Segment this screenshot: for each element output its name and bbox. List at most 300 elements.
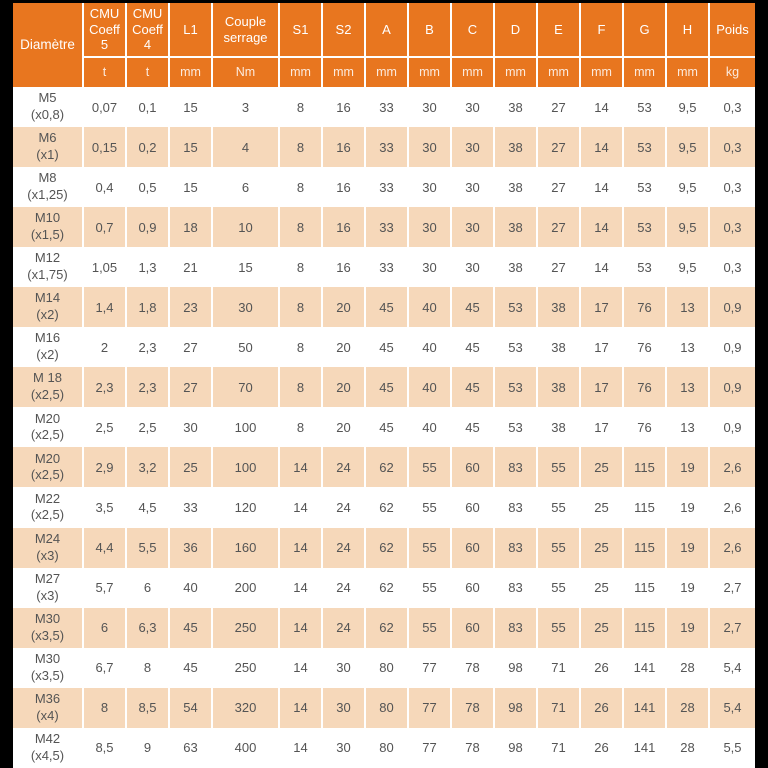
- value-cell: 115: [623, 487, 666, 527]
- thread-pitch: (x1,25): [27, 187, 68, 203]
- value-cell: 2,5: [126, 407, 169, 447]
- value-cell: 115: [623, 528, 666, 568]
- column-header-couple-serrage: Couple serrage: [212, 3, 279, 57]
- thread-pitch: (x2,5): [30, 387, 65, 403]
- value-cell: 38: [494, 87, 537, 127]
- value-cell: 5,5: [709, 728, 755, 768]
- column-header-f: F: [580, 3, 623, 57]
- value-cell: 20: [322, 287, 365, 327]
- value-cell: 60: [451, 447, 494, 487]
- value-cell: 33: [365, 247, 408, 287]
- value-cell: 53: [623, 247, 666, 287]
- value-cell: 2,3: [83, 367, 126, 407]
- value-cell: 21: [169, 247, 212, 287]
- value-cell: 55: [408, 528, 451, 568]
- value-cell: 30: [169, 407, 212, 447]
- table-row: [13, 648, 755, 688]
- value-cell: 0,3: [709, 207, 755, 247]
- column-header-s1: S1: [279, 3, 322, 57]
- value-cell: 55: [408, 608, 451, 648]
- diameter-value: M 18: [33, 370, 62, 386]
- column-unit-d: mm: [494, 57, 537, 87]
- table-row: [13, 207, 755, 247]
- diameter-cell: [13, 608, 83, 648]
- value-cell: 14: [279, 447, 322, 487]
- value-cell: 19: [666, 568, 709, 608]
- value-cell: 33: [365, 207, 408, 247]
- value-cell: 70: [212, 367, 279, 407]
- value-cell: 45: [451, 327, 494, 367]
- value-cell: 25: [580, 568, 623, 608]
- value-cell: 60: [451, 568, 494, 608]
- value-cell: 23: [169, 287, 212, 327]
- value-cell: 30: [451, 247, 494, 287]
- table-row: [13, 568, 755, 608]
- value-cell: 78: [451, 688, 494, 728]
- column-unit-cmu-coeff-5: t: [83, 57, 126, 87]
- column-header-cmu-coeff-4: CMU Coeff 4: [126, 3, 169, 57]
- value-cell: 1,8: [126, 287, 169, 327]
- value-cell: 62: [365, 608, 408, 648]
- value-cell: 63: [169, 728, 212, 768]
- value-cell: 33: [365, 127, 408, 167]
- value-cell: 83: [494, 447, 537, 487]
- diameter-cell: [13, 528, 83, 568]
- value-cell: 5,5: [126, 528, 169, 568]
- diameter-cell: [13, 728, 83, 768]
- value-cell: 14: [279, 608, 322, 648]
- value-cell: 27: [537, 87, 580, 127]
- column-header-b: B: [408, 3, 451, 57]
- value-cell: 18: [169, 207, 212, 247]
- column-header-d: D: [494, 3, 537, 57]
- value-cell: 83: [494, 528, 537, 568]
- value-cell: 3: [212, 87, 279, 127]
- value-cell: 53: [494, 287, 537, 327]
- value-cell: 2,3: [126, 327, 169, 367]
- table-row: [13, 87, 755, 127]
- value-cell: 19: [666, 487, 709, 527]
- value-cell: 40: [408, 367, 451, 407]
- table-frame: [13, 3, 755, 768]
- thread-pitch: (x0,8): [30, 107, 65, 123]
- value-cell: 40: [408, 287, 451, 327]
- value-cell: 8: [279, 127, 322, 167]
- value-cell: 14: [580, 247, 623, 287]
- diameter-value: M30: [34, 610, 61, 626]
- value-cell: 38: [494, 167, 537, 207]
- diameter-cell: [13, 287, 83, 327]
- value-cell: 76: [623, 367, 666, 407]
- value-cell: 0,2: [126, 127, 169, 167]
- value-cell: 250: [212, 608, 279, 648]
- header-row-labels: [13, 3, 755, 57]
- value-cell: 8: [83, 688, 126, 728]
- value-cell: 33: [365, 167, 408, 207]
- value-cell: 17: [580, 287, 623, 327]
- column-header-poids: Poids: [709, 3, 755, 57]
- thread-pitch: (x3,5): [30, 667, 65, 683]
- value-cell: 60: [451, 608, 494, 648]
- value-cell: 55: [408, 487, 451, 527]
- value-cell: 53: [623, 87, 666, 127]
- diameter-value: M30: [34, 650, 61, 666]
- value-cell: 27: [169, 367, 212, 407]
- value-cell: 8: [279, 407, 322, 447]
- value-cell: 3,5: [83, 487, 126, 527]
- value-cell: 3,2: [126, 447, 169, 487]
- thread-pitch: (x2): [36, 307, 59, 323]
- value-cell: 30: [408, 207, 451, 247]
- value-cell: 30: [322, 688, 365, 728]
- value-cell: 30: [322, 728, 365, 768]
- value-cell: 27: [537, 127, 580, 167]
- value-cell: 80: [365, 648, 408, 688]
- value-cell: 28: [666, 648, 709, 688]
- value-cell: 16: [322, 167, 365, 207]
- value-cell: 45: [169, 608, 212, 648]
- value-cell: 53: [623, 167, 666, 207]
- value-cell: 8: [126, 648, 169, 688]
- value-cell: 1,3: [126, 247, 169, 287]
- column-unit-couple-serrage: Nm: [212, 57, 279, 87]
- column-unit-a: mm: [365, 57, 408, 87]
- value-cell: 250: [212, 648, 279, 688]
- value-cell: 55: [408, 568, 451, 608]
- table-row: [13, 327, 755, 367]
- value-cell: 20: [322, 327, 365, 367]
- value-cell: 2,6: [709, 447, 755, 487]
- value-cell: 28: [666, 728, 709, 768]
- value-cell: 17: [580, 327, 623, 367]
- value-cell: 38: [537, 287, 580, 327]
- value-cell: 24: [322, 487, 365, 527]
- value-cell: 30: [408, 247, 451, 287]
- value-cell: 53: [494, 327, 537, 367]
- value-cell: 13: [666, 407, 709, 447]
- value-cell: 14: [580, 87, 623, 127]
- value-cell: 53: [494, 407, 537, 447]
- value-cell: 77: [408, 648, 451, 688]
- thread-pitch: (x2): [36, 347, 59, 363]
- value-cell: 6,7: [83, 648, 126, 688]
- column-unit-h: mm: [666, 57, 709, 87]
- value-cell: 38: [494, 207, 537, 247]
- table-row: [13, 127, 755, 167]
- column-header-cmu-coeff-5: CMU Coeff 5: [83, 3, 126, 57]
- value-cell: 8,5: [126, 688, 169, 728]
- value-cell: 30: [322, 648, 365, 688]
- table-row: [13, 447, 755, 487]
- column-unit-c: mm: [451, 57, 494, 87]
- value-cell: 0,3: [709, 167, 755, 207]
- value-cell: 15: [169, 87, 212, 127]
- diameter-cell: [13, 648, 83, 688]
- value-cell: 0,15: [83, 127, 126, 167]
- diameter-cell: [13, 327, 83, 367]
- diameter-value: M14: [34, 290, 61, 306]
- table-header: [13, 3, 755, 87]
- value-cell: 55: [537, 487, 580, 527]
- thread-pitch: (x4): [36, 707, 59, 723]
- value-cell: 0,1: [126, 87, 169, 127]
- column-header-c: C: [451, 3, 494, 57]
- value-cell: 78: [451, 648, 494, 688]
- table-row: [13, 407, 755, 447]
- value-cell: 25: [169, 447, 212, 487]
- value-cell: 14: [279, 648, 322, 688]
- value-cell: 320: [212, 688, 279, 728]
- value-cell: 2,5: [83, 407, 126, 447]
- value-cell: 76: [623, 407, 666, 447]
- value-cell: 13: [666, 327, 709, 367]
- value-cell: 30: [451, 207, 494, 247]
- value-cell: 4: [212, 127, 279, 167]
- value-cell: 45: [451, 407, 494, 447]
- value-cell: 62: [365, 447, 408, 487]
- thread-pitch: (x4,5): [30, 747, 65, 763]
- value-cell: 60: [451, 528, 494, 568]
- value-cell: 54: [169, 688, 212, 728]
- value-cell: 26: [580, 648, 623, 688]
- value-cell: 98: [494, 648, 537, 688]
- value-cell: 14: [279, 688, 322, 728]
- value-cell: 50: [212, 327, 279, 367]
- column-unit-e: mm: [537, 57, 580, 87]
- value-cell: 14: [279, 568, 322, 608]
- diameter-value: M20: [34, 410, 61, 426]
- column-header-a: A: [365, 3, 408, 57]
- diameter-value: M5: [38, 90, 57, 106]
- value-cell: 83: [494, 608, 537, 648]
- value-cell: 6: [126, 568, 169, 608]
- value-cell: 38: [537, 327, 580, 367]
- table-row: [13, 608, 755, 648]
- value-cell: 5,4: [709, 688, 755, 728]
- value-cell: 2,6: [709, 487, 755, 527]
- value-cell: 78: [451, 728, 494, 768]
- diameter-cell: [13, 247, 83, 287]
- value-cell: 33: [169, 487, 212, 527]
- value-cell: 38: [537, 407, 580, 447]
- thread-pitch: (x2,5): [30, 507, 65, 523]
- value-cell: 8: [279, 287, 322, 327]
- thread-pitch: (x1): [36, 147, 59, 163]
- value-cell: 55: [537, 528, 580, 568]
- diameter-cell: [13, 367, 83, 407]
- column-header-l1: L1: [169, 3, 212, 57]
- value-cell: 25: [580, 608, 623, 648]
- value-cell: 5,7: [83, 568, 126, 608]
- value-cell: 16: [322, 87, 365, 127]
- value-cell: 76: [623, 287, 666, 327]
- value-cell: 62: [365, 528, 408, 568]
- column-header-g: G: [623, 3, 666, 57]
- value-cell: 45: [451, 367, 494, 407]
- value-cell: 4,4: [83, 528, 126, 568]
- value-cell: 0,9: [126, 207, 169, 247]
- value-cell: 28: [666, 688, 709, 728]
- value-cell: 30: [408, 127, 451, 167]
- value-cell: 19: [666, 608, 709, 648]
- value-cell: 27: [537, 247, 580, 287]
- value-cell: 16: [322, 247, 365, 287]
- diameter-cell: [13, 167, 83, 207]
- value-cell: 0,9: [709, 327, 755, 367]
- thread-pitch: (x2,5): [30, 467, 65, 483]
- value-cell: 30: [408, 87, 451, 127]
- column-unit-f: mm: [580, 57, 623, 87]
- value-cell: 33: [365, 87, 408, 127]
- value-cell: 71: [537, 648, 580, 688]
- diameter-value: M36: [34, 690, 61, 706]
- value-cell: 115: [623, 568, 666, 608]
- value-cell: 141: [623, 648, 666, 688]
- thread-pitch: (x1,75): [27, 267, 68, 283]
- value-cell: 0,3: [709, 87, 755, 127]
- value-cell: 8: [279, 87, 322, 127]
- column-header-s2: S2: [322, 3, 365, 57]
- value-cell: 38: [494, 127, 537, 167]
- value-cell: 1,05: [83, 247, 126, 287]
- column-header-diametre: Diamètre: [13, 3, 83, 87]
- value-cell: 98: [494, 688, 537, 728]
- value-cell: 25: [580, 447, 623, 487]
- spec-table: [13, 3, 755, 768]
- value-cell: 40: [408, 407, 451, 447]
- value-cell: 14: [279, 728, 322, 768]
- diameter-value: M12: [34, 250, 61, 266]
- value-cell: 45: [365, 287, 408, 327]
- column-unit-b: mm: [408, 57, 451, 87]
- value-cell: 19: [666, 447, 709, 487]
- value-cell: 40: [169, 568, 212, 608]
- table-row: [13, 367, 755, 407]
- value-cell: 71: [537, 728, 580, 768]
- column-unit-cmu-coeff-4: t: [126, 57, 169, 87]
- column-unit-l1: mm: [169, 57, 212, 87]
- value-cell: 8: [279, 367, 322, 407]
- value-cell: 30: [408, 167, 451, 207]
- value-cell: 141: [623, 688, 666, 728]
- value-cell: 27: [537, 167, 580, 207]
- value-cell: 0,5: [126, 167, 169, 207]
- table-row: [13, 688, 755, 728]
- value-cell: 53: [494, 367, 537, 407]
- thread-pitch: (x3): [36, 547, 59, 563]
- header-row-units: [13, 57, 755, 87]
- diameter-cell: [13, 207, 83, 247]
- table-row: [13, 167, 755, 207]
- value-cell: 0,4: [83, 167, 126, 207]
- value-cell: 1,4: [83, 287, 126, 327]
- thread-pitch: (x3,5): [30, 627, 65, 643]
- value-cell: 141: [623, 728, 666, 768]
- value-cell: 2,9: [83, 447, 126, 487]
- value-cell: 98: [494, 728, 537, 768]
- diameter-cell: [13, 87, 83, 127]
- value-cell: 25: [580, 528, 623, 568]
- diameter-value: M24: [34, 530, 61, 546]
- value-cell: 8: [279, 327, 322, 367]
- value-cell: 0,9: [709, 367, 755, 407]
- column-unit-g: mm: [623, 57, 666, 87]
- value-cell: 0,3: [709, 247, 755, 287]
- value-cell: 14: [580, 127, 623, 167]
- value-cell: 19: [666, 528, 709, 568]
- table-row: [13, 487, 755, 527]
- value-cell: 20: [322, 407, 365, 447]
- column-header-h: H: [666, 3, 709, 57]
- diameter-value: M22: [34, 490, 61, 506]
- value-cell: 30: [212, 287, 279, 327]
- value-cell: 15: [169, 127, 212, 167]
- diameter-value: M42: [34, 730, 61, 746]
- value-cell: 14: [580, 167, 623, 207]
- diameter-value: M20: [34, 450, 61, 466]
- value-cell: 26: [580, 688, 623, 728]
- diameter-cell: [13, 688, 83, 728]
- value-cell: 0,07: [83, 87, 126, 127]
- table-body: [13, 87, 755, 768]
- value-cell: 0,9: [709, 407, 755, 447]
- value-cell: 6: [212, 167, 279, 207]
- value-cell: 17: [580, 367, 623, 407]
- value-cell: 53: [623, 207, 666, 247]
- value-cell: 38: [537, 367, 580, 407]
- value-cell: 9: [126, 728, 169, 768]
- value-cell: 45: [365, 327, 408, 367]
- value-cell: 55: [537, 608, 580, 648]
- value-cell: 2,6: [709, 528, 755, 568]
- thread-pitch: (x3): [36, 587, 59, 603]
- value-cell: 27: [537, 207, 580, 247]
- value-cell: 45: [365, 367, 408, 407]
- value-cell: 53: [623, 127, 666, 167]
- value-cell: 45: [451, 287, 494, 327]
- diameter-value: M6: [38, 130, 57, 146]
- diameter-value: M10: [34, 210, 61, 226]
- value-cell: 8: [279, 247, 322, 287]
- diameter-cell: [13, 127, 83, 167]
- value-cell: 62: [365, 568, 408, 608]
- value-cell: 5,4: [709, 648, 755, 688]
- value-cell: 30: [451, 87, 494, 127]
- value-cell: 24: [322, 447, 365, 487]
- value-cell: 0,9: [709, 287, 755, 327]
- value-cell: 55: [537, 447, 580, 487]
- diameter-cell: [13, 487, 83, 527]
- table-row: [13, 728, 755, 768]
- value-cell: 80: [365, 688, 408, 728]
- thread-pitch: (x2,5): [30, 427, 65, 443]
- column-unit-poids: kg: [709, 57, 755, 87]
- value-cell: 10: [212, 207, 279, 247]
- value-cell: 27: [169, 327, 212, 367]
- value-cell: 60: [451, 487, 494, 527]
- value-cell: 15: [169, 167, 212, 207]
- value-cell: 0,3: [709, 127, 755, 167]
- value-cell: 24: [322, 528, 365, 568]
- value-cell: 100: [212, 407, 279, 447]
- value-cell: 25: [580, 487, 623, 527]
- value-cell: 2,7: [709, 608, 755, 648]
- value-cell: 17: [580, 407, 623, 447]
- value-cell: 6: [83, 608, 126, 648]
- value-cell: 160: [212, 528, 279, 568]
- value-cell: 76: [623, 327, 666, 367]
- value-cell: 80: [365, 728, 408, 768]
